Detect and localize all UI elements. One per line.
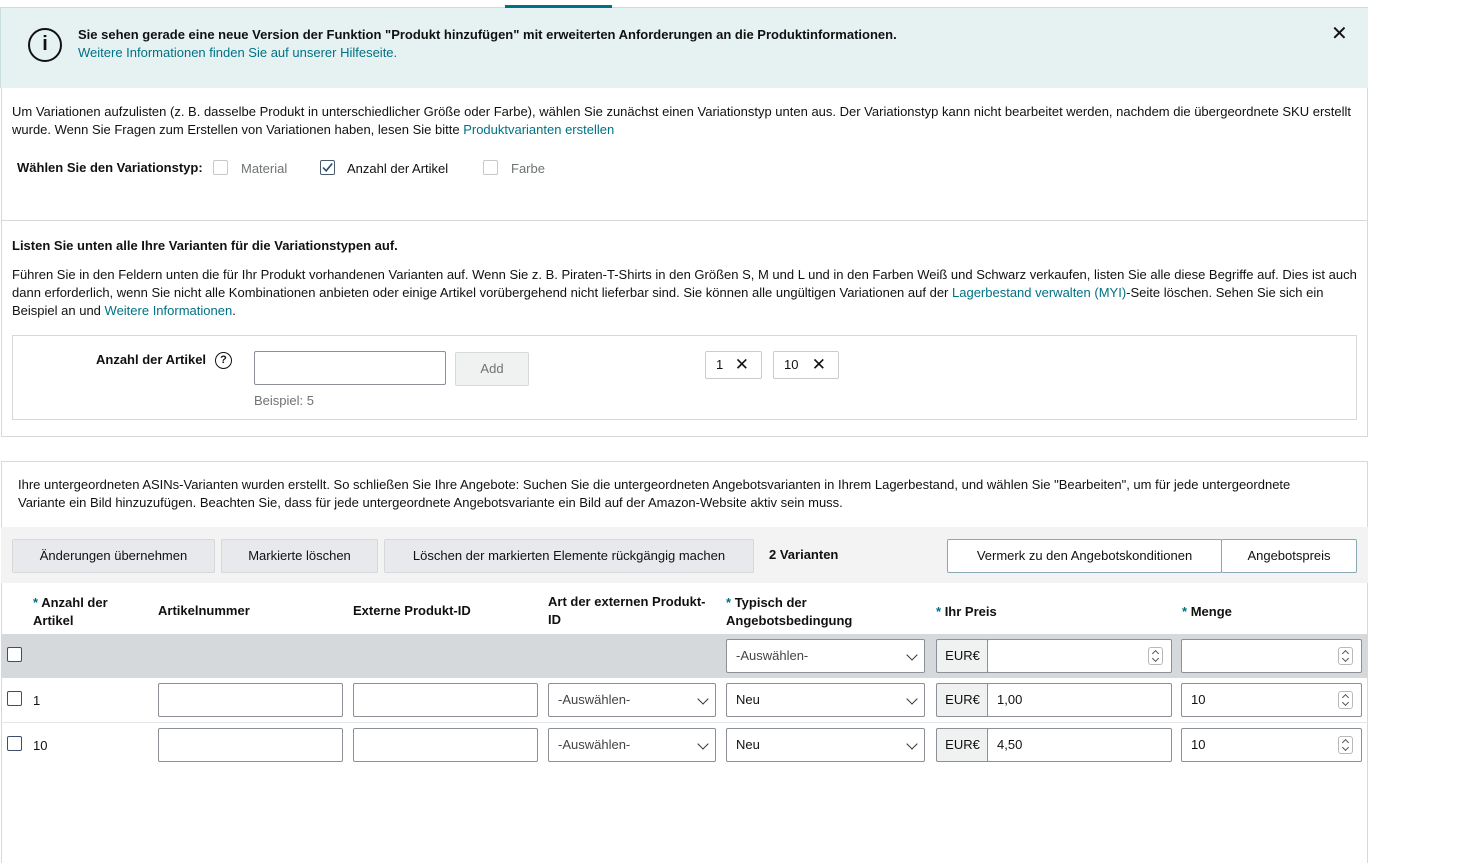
col-header-qty-label: Anzahl der Artikel bbox=[33, 595, 108, 628]
checkmark-icon bbox=[320, 160, 335, 175]
variation-intro-body: Um Variationen aufzulisten (z. B. dasselbe Produkt in unterschiedlicher Größe oder Farbe), wählen Sie zunächst einen Variationstyp unten aus. Der Variationstyp kann nicht bearbeitet werden, nachdem die übergeordnete SKU erstellt wurde. Wenn Sie Fragen zum Erstellen von Variationen haben, lesen Sie bitte bbox=[12, 104, 1352, 137]
bulk-quantity-input[interactable] bbox=[1181, 639, 1362, 673]
quantity-option-label: Anzahl der Artikel bbox=[347, 161, 449, 176]
quantity-input[interactable] bbox=[1181, 683, 1362, 717]
select-all-checkbox[interactable] bbox=[7, 647, 22, 662]
material-checkbox[interactable] bbox=[213, 160, 228, 175]
variation-type-label: Wählen Sie den Variationstyp: bbox=[17, 160, 203, 175]
ext-id-input[interactable] bbox=[353, 683, 538, 717]
ext-id-type-select[interactable] bbox=[548, 683, 716, 717]
condition-value: Neu bbox=[736, 692, 760, 707]
variant-entry-box bbox=[12, 335, 1357, 420]
delete-marked-button[interactable]: Markierte löschen bbox=[221, 539, 378, 573]
row-checkbox[interactable] bbox=[7, 691, 22, 706]
variant-value-input[interactable] bbox=[254, 351, 446, 385]
col-header-quantity-label: Menge bbox=[1190, 604, 1232, 619]
apply-changes-button[interactable]: Änderungen übernehmen bbox=[12, 539, 215, 573]
banner-title: Sie sehen gerade eine neue Version der Funktion "Produkt hinzufügen" mit erweiterten Anforderungen an die Produktinformationen. bbox=[78, 27, 897, 42]
col-header-sku: Artikelnummer bbox=[158, 603, 250, 618]
add-button[interactable]: Add bbox=[455, 352, 529, 386]
chevron-down-icon bbox=[906, 738, 917, 749]
col-header-quantity bbox=[1182, 603, 1232, 621]
offer-price-button[interactable]: Angebotspreis bbox=[1221, 539, 1357, 573]
required-marker: * bbox=[1182, 604, 1188, 619]
close-icon[interactable]: ✕ bbox=[1331, 23, 1348, 45]
col-header-ext-id-type: Art der externen Produkt-ID bbox=[548, 594, 706, 627]
stepper-icon[interactable] bbox=[1148, 647, 1163, 665]
ext-id-type-value: -Auswählen- bbox=[558, 737, 631, 752]
currency-label: EUR€ bbox=[936, 639, 988, 673]
variant-chip-label: 1 bbox=[716, 357, 724, 372]
bulk-condition-select[interactable] bbox=[726, 639, 925, 673]
example-hint: Beispiel: 5 bbox=[254, 393, 314, 408]
col-header-price-label: Ihr Preis bbox=[944, 604, 997, 619]
product-variants-link[interactable]: Produktvarianten erstellen bbox=[463, 122, 615, 137]
quantity-field-label: Anzahl der Artikel bbox=[96, 352, 207, 367]
variants-desc-part2: -Seite löschen. Sehen Sie sich ein Beispiel an und bbox=[12, 285, 1324, 318]
chevron-down-icon bbox=[697, 738, 708, 749]
col-header-ext-id: Externe Produkt-ID bbox=[353, 603, 471, 618]
quantity-value: 10 bbox=[1191, 737, 1206, 752]
col-header-condition bbox=[726, 594, 886, 630]
manage-inventory-link[interactable]: Lagerbestand verwalten (MYI) bbox=[952, 285, 1127, 300]
more-info-link[interactable]: Weitere Informationen bbox=[104, 303, 233, 318]
col-header-condition-label: Typisch der Angebotsbedingung bbox=[726, 595, 853, 628]
color-option-label: Farbe bbox=[511, 161, 545, 176]
currency-label: EUR€ bbox=[936, 728, 988, 762]
help-icon[interactable]: ? bbox=[215, 352, 232, 369]
variants-desc-part1: Führen Sie in den Feldern unten die für Ihr Produkt vorhandenen Varianten auf. Wenn Sie z. B. Piraten-T-Shirts in den Größen S, M und L und in den Farben Weiß und Schwarz verkaufen, listen Sie alle diese Begriffe auf. Dies ist auch dann erforderlich, wenn Sie nicht alle Kombinationen anbieten oder einige Artikel vorübergehend nicht lieferbar sind. Sie können alle ungültigen Variationen auf der bbox=[12, 267, 1357, 300]
price-input[interactable] bbox=[987, 728, 1172, 762]
row-checkbox[interactable] bbox=[7, 736, 22, 751]
stepper-icon[interactable] bbox=[1338, 691, 1353, 709]
quantity-checkbox[interactable] bbox=[320, 160, 335, 175]
row-qty: 10 bbox=[33, 738, 48, 753]
stepper-icon[interactable] bbox=[1338, 647, 1353, 665]
ext-id-type-value: -Auswählen- bbox=[558, 692, 631, 707]
quantity-input[interactable] bbox=[1181, 728, 1362, 762]
required-marker: * bbox=[33, 595, 39, 610]
required-marker: * bbox=[726, 595, 732, 610]
col-header-qty bbox=[33, 594, 143, 630]
variant-count: 2 Varianten bbox=[769, 547, 839, 562]
price-value: 4,50 bbox=[997, 737, 1023, 752]
variant-chip-label: 10 bbox=[784, 357, 799, 372]
banner-help-link[interactable]: Weitere Informationen finden Sie auf unserer Hilfeseite. bbox=[78, 45, 398, 60]
chevron-down-icon bbox=[906, 649, 917, 660]
sku-input[interactable] bbox=[158, 683, 343, 717]
required-marker: * bbox=[936, 604, 942, 619]
currency-label: EUR€ bbox=[936, 683, 988, 717]
variants-description bbox=[12, 266, 1357, 320]
condition-select[interactable] bbox=[726, 683, 925, 717]
undo-delete-button[interactable]: Löschen der markierten Elemente rückgängig machen bbox=[384, 539, 754, 573]
stepper-icon[interactable] bbox=[1338, 736, 1353, 754]
sku-input[interactable] bbox=[158, 728, 343, 762]
price-value: 1,00 bbox=[997, 692, 1023, 707]
quantity-value: 10 bbox=[1191, 692, 1206, 707]
color-checkbox[interactable] bbox=[483, 160, 498, 175]
row-qty: 1 bbox=[33, 693, 41, 708]
chevron-down-icon bbox=[906, 693, 917, 704]
remove-icon[interactable]: ✕ bbox=[811, 355, 826, 374]
chevron-down-icon bbox=[697, 693, 708, 704]
ext-id-type-select[interactable] bbox=[548, 728, 716, 762]
col-header-price bbox=[936, 603, 997, 621]
condition-value: Neu bbox=[736, 737, 760, 752]
condition-select[interactable] bbox=[726, 728, 925, 762]
material-option-label: Material bbox=[241, 161, 288, 176]
row-divider bbox=[1, 722, 1368, 723]
ext-id-input[interactable] bbox=[353, 728, 538, 762]
variant-chip bbox=[773, 351, 839, 379]
variation-intro-text bbox=[12, 103, 1357, 139]
variants-desc-part3: . bbox=[232, 303, 236, 318]
price-input[interactable] bbox=[987, 683, 1172, 717]
bulk-price-input[interactable] bbox=[987, 639, 1172, 673]
variants-title: Listen Sie unten alle Ihre Varianten für die Variationstypen auf. bbox=[12, 238, 398, 253]
bulk-condition-value: -Auswählen- bbox=[736, 648, 809, 663]
offers-description: Ihre untergeordneten ASINs-Varianten wurden erstellt. So schließen Sie Ihre Angebote: Suchen Sie die untergeordneten Angebotsvarianten in Ihrem Lagerbestand, und wählen Sie "Bearbeiten", um für jede untergeordnete Variante ein Bild hinzuzufügen. Beachten Sie, dass für jede untergeordnete Angebotsvariante ein Bild auf der Amazon-Website aktiv sein muss. bbox=[18, 477, 1291, 510]
variant-chip bbox=[705, 351, 762, 379]
condition-note-button[interactable]: Vermerk zu den Angebotskonditionen bbox=[947, 539, 1222, 573]
remove-icon[interactable]: ✕ bbox=[734, 355, 749, 374]
info-icon: i bbox=[28, 28, 62, 62]
